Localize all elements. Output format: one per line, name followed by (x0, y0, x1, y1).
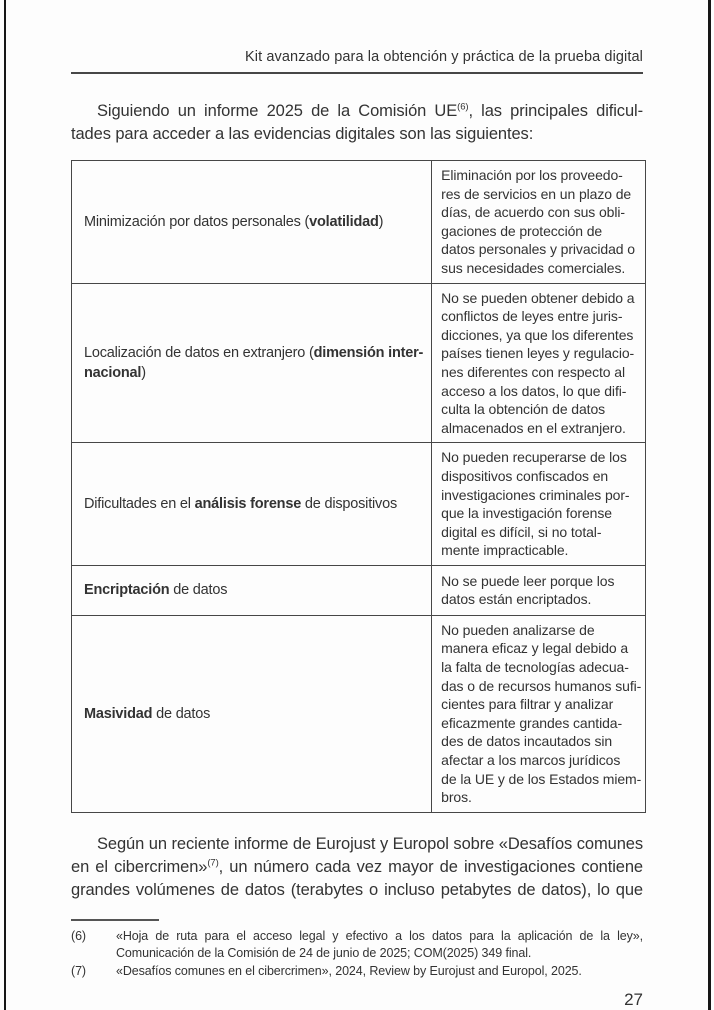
description-line: Eliminación por los proveedo- (441, 167, 623, 183)
description-line: No pueden recuperarse de los (441, 449, 627, 466)
description-line: de la UE y de los Estados miem- (441, 770, 642, 787)
running-header-rule (71, 72, 643, 74)
label-line (84, 704, 423, 724)
description-line: acceso a los datos, lo que difi- (441, 382, 627, 399)
text-run: de datos (169, 582, 228, 599)
description-line: la falta de tecnologías adecua- (441, 659, 629, 676)
paragraph-line (71, 123, 643, 146)
description-line: cientes para filtrar y analizar (441, 696, 614, 713)
difficulty-label-cell (72, 565, 432, 615)
description-line: res de servicios en un plazo de (441, 185, 632, 202)
footnote-reference: (6) (457, 101, 469, 113)
difficulty-description-cell (432, 283, 646, 443)
intro-paragraph (71, 100, 643, 146)
bold-text: volatilidad (309, 213, 379, 230)
footnote-separator-rule (71, 919, 159, 921)
footnotes (71, 928, 643, 981)
text-run: grandes volúmenes de datos (terabytes o incluso petabytes de datos), lo que (71, 880, 643, 899)
body-paragraph (71, 833, 643, 902)
difficulty-description-cell (432, 615, 646, 812)
running-header (71, 49, 643, 65)
difficulty-description-cell (432, 565, 646, 615)
description-line: nes diferentes con respecto al (441, 363, 625, 380)
table-row (72, 283, 646, 443)
text-run: Siguiendo un informe 2025 de la Comisión UE (97, 102, 458, 120)
description-line: digital es difícil, si no total- (441, 523, 602, 540)
table-row (72, 615, 646, 812)
text-run: ) (141, 364, 146, 381)
difficulty-label-cell (72, 443, 432, 566)
difficulties-table (71, 160, 646, 813)
text-run: de datos (152, 705, 211, 722)
page-content (71, 0, 643, 1010)
text-run: tades para acceder a las evidencias digitales son las siguientes: (71, 125, 534, 143)
footnote (71, 963, 643, 981)
description-line: manera eficaz y legal debido a (441, 640, 629, 657)
description-line: No pueden analizarse de (441, 621, 595, 638)
paragraph-line (71, 100, 643, 123)
description-line: afectar a los marcos jurídicos (441, 752, 621, 769)
difficulty-label-cell (72, 161, 432, 284)
text-run: ) (378, 213, 384, 230)
page-left-edge-line (4, 0, 6, 1010)
footnote-text (116, 963, 643, 981)
table-row (72, 161, 646, 284)
description-line: datos están encriptados. (441, 591, 592, 608)
description-line: das o de recursos humanos sufi- (441, 677, 642, 694)
footnote-reference: (7) (207, 857, 219, 869)
label-line (84, 212, 423, 232)
text-run: Minimización por datos personales ( (84, 213, 310, 230)
description-line: almacenados en el extranjero. (441, 419, 626, 436)
footnote-line: Comunicación de la Comisión de 24 de junio de 2025; COM(2025) 349 final. (116, 946, 532, 961)
description-line: sus necesidades comerciales. (441, 259, 626, 276)
description-line: culta la obtención de datos (441, 401, 606, 418)
text-run: Dificultades en el (84, 496, 195, 513)
difficulty-label-cell (72, 615, 432, 812)
page-right-edge-line (708, 0, 711, 1010)
text-run: de dispositivos (301, 496, 398, 513)
label-line (84, 343, 423, 363)
table-row (72, 565, 646, 615)
table-row (72, 443, 646, 566)
paragraph-line (71, 879, 643, 902)
footnote-text (116, 928, 643, 963)
description-line: conflictos de leyes entre juris- (441, 308, 623, 325)
label-line (84, 494, 423, 514)
description-line: mente impracticable. (441, 542, 569, 559)
difficulty-description-cell (432, 443, 646, 566)
description-line: eficazmente grandes cantida- (441, 714, 623, 731)
description-line: No se puede leer porque los (441, 572, 615, 589)
description-line: investigaciones criminales por- (441, 486, 630, 503)
paragraph-line (71, 856, 643, 879)
footnote (71, 928, 643, 963)
bold-text: análisis forense (194, 496, 302, 513)
description-line: días, de acuerdo con sus obli- (441, 204, 625, 221)
difficulty-label-cell (72, 283, 432, 443)
footnote-line: «Desafíos comunes en el cibercrimen», 2024, Review by Eurojust and Europol, 2025. (116, 963, 582, 978)
page-number: 27 (624, 990, 643, 1010)
footnote-marker: (6) (71, 928, 86, 943)
text-run: , un número cada vez mayor de investigaciones contiene (218, 857, 643, 876)
label-line (84, 363, 423, 383)
footnote-line: «Hoja de ruta para el acceso legal y efectivo a los datos para la aplicación de la ley», (116, 928, 643, 943)
bold-text: nacional (84, 364, 142, 381)
description-line: bros. (441, 789, 472, 806)
description-line: datos personales y privacidad o (441, 241, 635, 258)
paragraph-line (71, 833, 643, 856)
footnote-marker: (7) (71, 963, 86, 978)
text-run: , las principales dificul- (468, 102, 643, 120)
description-line: gaciones de protección de (441, 222, 603, 239)
bold-text: Encriptación (84, 582, 170, 599)
description-line: países tienen leyes y regulacio- (441, 345, 635, 362)
text-run: Según un reciente informe de Eurojust y Europol sobre «Desafíos comunes (97, 834, 643, 853)
bold-text: Masividad (84, 705, 153, 722)
description-line: dicciones, ya que los diferentes (441, 326, 634, 343)
running-header-title: Kit avanzado para la obtención y práctica de la prueba digital (245, 49, 643, 65)
label-line (84, 580, 423, 600)
description-line: que la investigación forense (441, 505, 612, 522)
description-line: No se pueden obtener debido a (441, 289, 635, 306)
description-line: dispositivos confiscados en (441, 467, 609, 484)
description-line: des de datos incautados sin (441, 733, 613, 750)
text-run: en el cibercrimen» (71, 857, 208, 876)
bold-text: dimensión inter- (313, 344, 424, 361)
text-run: Localización de datos en extranjero ( (84, 344, 314, 361)
difficulty-description-cell (432, 161, 646, 284)
